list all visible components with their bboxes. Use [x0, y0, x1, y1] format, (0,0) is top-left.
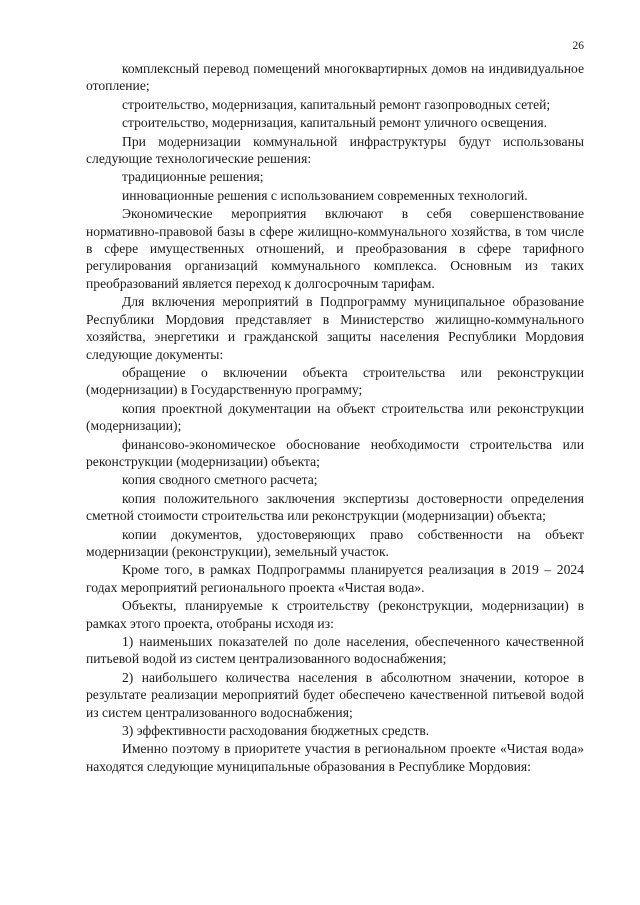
paragraph: Для включения мероприятий в Подпрограмму муниципальное образование Республики Мордовия представляет в Министерство жилищно-коммунального хозяйства, энергетики и гражданской защиты населения Республики Мордовия следующие документы: — [86, 294, 584, 362]
paragraph: обращение о включении объекта строительства или реконструкции (модернизации) в Государственную программу; — [86, 364, 584, 398]
paragraph: комплексный перевод помещений многоквартирных домов на индивидуальное отопление; — [86, 61, 584, 94]
page-number: 26 — [572, 40, 584, 52]
paragraph: финансово-экономическое обоснование необходимости строительства или реконструкции (модернизации) объекта; — [86, 436, 584, 469]
paragraph: копии документов, удостоверяющих право собственности на объект модернизации (реконструкции), земельный участок. — [86, 526, 584, 559]
paragraph: инновационные решения с использованием современных технологий. — [122, 187, 528, 203]
paragraph: строительство, модернизация, капитальный ремонт уличного освещения. — [122, 115, 547, 131]
paragraph: Именно поэтому в приоритете участия в региональном проекте «Чистая вода» находятся следующие муниципальные образования в Республике Мордовия: — [86, 741, 584, 774]
document-body — [86, 60, 584, 775]
paragraph: Кроме того, в рамках Подпрограммы планируется реализация в 2019 – 2024 годах мероприятий регионального проекта «Чистая вода». — [86, 562, 584, 595]
paragraph: строительство, модернизация, капитальный ремонт газопроводных сетей; — [122, 96, 551, 112]
paragraph: копия проектной документации на объект строительства или реконструкции (модернизации); — [86, 400, 584, 434]
paragraph: При модернизации коммунальной инфраструктуры будут использованы следующие технологические решения: — [86, 133, 584, 167]
paragraph: 1) наименьших показателей по доле населения, обеспеченного качественной питьевой водой из систем централизованного водоснабжения; — [86, 634, 584, 667]
paragraph: традиционные решения; — [122, 169, 264, 185]
paragraph: 3) эффективности расходования бюджетных средств. — [122, 723, 430, 739]
paragraph: 2) наибольшего количества населения в абсолютном значении, которое в результате реализации мероприятий будет обеспечено качественной питьевой водой из систем централизованного водоснабжения; — [86, 669, 584, 720]
paragraph: копия сводного сметного расчета; — [122, 472, 318, 488]
paragraph: копия положительного заключения экспертизы достоверности определения сметной стоимости строительства или реконструкции (модернизации) объекта; — [86, 490, 584, 524]
paragraph: Объекты, планируемые к строительству (реконструкции, модернизации) в рамках этого проекта, отобраны исходя из: — [86, 598, 584, 631]
paragraph: Экономические мероприятия включают в себя совершенствование нормативно-правовой базы в сфере жилищно-коммунального хозяйства, в том числе в сфере имущественных отношений, и преобразования в сфере тарифного регулирования организаций коммунального комплекса. Основным из таких преобразований является переход к долгосрочным тарифам. — [86, 206, 584, 291]
